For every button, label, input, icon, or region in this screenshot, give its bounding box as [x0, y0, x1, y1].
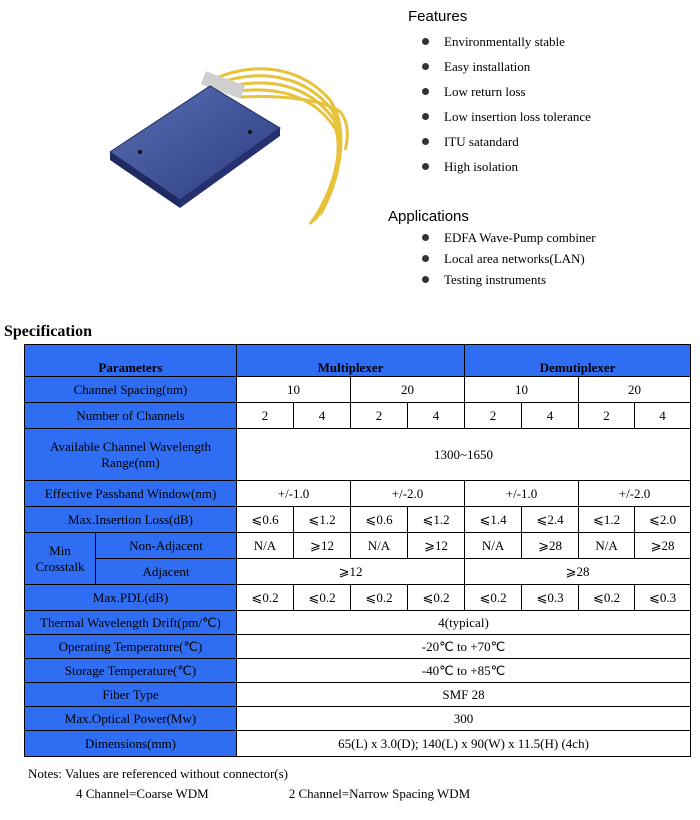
table-cell: 2 [465, 403, 522, 429]
table-cell: 4 [522, 403, 579, 429]
applications-list [420, 230, 596, 293]
row-label: Thermal Wavelength Drift(pm/℃) [25, 611, 237, 635]
table-row [25, 707, 691, 731]
features-list [420, 34, 591, 184]
table-cell: N/A [465, 533, 522, 559]
note-coarse: 4 Channel=Coarse WDM [76, 786, 209, 801]
table-cell: ⩽1.2 [294, 507, 351, 533]
list-item [420, 84, 591, 109]
table-cell: ⩽0.2 [237, 585, 294, 611]
bullet-icon [422, 255, 429, 262]
feature-text: Environmentally stable [444, 34, 565, 49]
header-demultiplexer: Demutiplexer [465, 345, 691, 377]
table-cell: +/-1.0 [465, 481, 579, 507]
table-row [25, 481, 691, 507]
table-cell: ⩽1.2 [408, 507, 465, 533]
table-cell: 1300~1650 [237, 429, 691, 481]
table-row [25, 611, 691, 635]
feature-text: ITU satandard [444, 134, 519, 149]
table-cell: 4(typical) [237, 611, 691, 635]
application-text: Local area networks(LAN) [444, 251, 585, 266]
table-cell: ⩽0.2 [294, 585, 351, 611]
specification-title: Specification [4, 323, 92, 340]
table-row [25, 559, 691, 585]
table-cell: ⩾12 [237, 559, 465, 585]
table-row [25, 731, 691, 757]
table-cell: ⩽1.4 [465, 507, 522, 533]
application-text: Testing instruments [444, 272, 547, 287]
applications-heading: Applications [388, 208, 469, 225]
bullet-icon [422, 234, 429, 241]
row-sublabel: Non-Adjacent [96, 533, 237, 559]
table-cell: ⩽0.6 [237, 507, 294, 533]
list-item [420, 159, 591, 184]
bullet-icon [422, 138, 429, 145]
table-cell: +/-2.0 [351, 481, 465, 507]
row-label: Max.PDL(dB) [25, 585, 237, 611]
table-row [25, 429, 691, 481]
table-cell: ⩽2.0 [635, 507, 691, 533]
table-cell: 4 [408, 403, 465, 429]
row-label: Channel Spacing(nm) [25, 377, 237, 403]
note-narrow: 2 Channel=Narrow Spacing WDM [288, 786, 471, 801]
table-cell: 2 [351, 403, 408, 429]
row-sublabel: Adjacent [96, 559, 237, 585]
bullet-icon [422, 88, 429, 95]
application-text: EDFA Wave-Pump combiner [444, 230, 596, 245]
table-cell: ⩾28 [465, 559, 691, 585]
table-cell: 4 [635, 403, 691, 429]
table-cell: N/A [237, 533, 294, 559]
bullet-icon [422, 113, 429, 120]
list-item [420, 59, 591, 84]
table-cell: ⩽1.2 [579, 507, 635, 533]
table-cell: ⩽0.2 [408, 585, 465, 611]
list-item [420, 134, 591, 159]
table-cell: SMF 28 [237, 683, 691, 707]
list-item [420, 230, 596, 251]
product-image [100, 40, 350, 230]
list-item [420, 34, 591, 59]
table-cell: ⩽0.2 [579, 585, 635, 611]
specification-table [24, 344, 691, 757]
header-parameters: Parameters [25, 345, 237, 377]
notes-line: Notes: Values are referenced without connector(s) [28, 766, 289, 781]
table-cell: 20 [579, 377, 691, 403]
list-item [420, 109, 591, 134]
table-cell: -40℃ to +85℃ [237, 659, 691, 683]
row-label: Available Channel Wavelength Range(nm) [25, 429, 237, 481]
list-item [420, 251, 596, 272]
feature-text: Low insertion loss tolerance [444, 109, 591, 124]
row-label: Number of Channels [25, 403, 237, 429]
notes-line [28, 784, 470, 804]
table-cell: ⩽2.4 [522, 507, 579, 533]
table-cell: ⩾28 [635, 533, 691, 559]
table-cell: +/-2.0 [579, 481, 691, 507]
table-cell: N/A [579, 533, 635, 559]
bullet-icon [422, 163, 429, 170]
table-row [25, 533, 691, 559]
table-cell: 10 [465, 377, 579, 403]
bullet-icon [422, 63, 429, 70]
table-cell: ⩽0.2 [465, 585, 522, 611]
table-cell: ⩽0.6 [351, 507, 408, 533]
table-cell: ⩾12 [408, 533, 465, 559]
table-cell: -20℃ to +70℃ [237, 635, 691, 659]
bullet-icon [422, 38, 429, 45]
row-label: Operating Temperature(℃) [25, 635, 237, 659]
table-cell: ⩾12 [294, 533, 351, 559]
feature-text: Easy installation [444, 59, 531, 74]
table-cell: 20 [351, 377, 465, 403]
feature-text: Low return loss [444, 84, 526, 99]
table-row [25, 683, 691, 707]
table-cell: +/-1.0 [237, 481, 351, 507]
table-cell: 4 [294, 403, 351, 429]
feature-text: High isolation [444, 159, 519, 174]
table-row [25, 345, 691, 377]
table-cell: ⩾28 [522, 533, 579, 559]
table-cell: 2 [237, 403, 294, 429]
list-item [420, 272, 596, 293]
row-label: Fiber Type [25, 683, 237, 707]
row-label: Min Crosstalk [25, 533, 96, 585]
table-cell: ⩽0.3 [522, 585, 579, 611]
table-row [25, 377, 691, 403]
row-label: Effective Passband Window(nm) [25, 481, 237, 507]
table-cell: 300 [237, 707, 691, 731]
table-cell: N/A [351, 533, 408, 559]
table-cell: 65(L) x 3.0(D); 140(L) x 90(W) x 11.5(H) (4ch) [237, 731, 691, 757]
row-label: Dimensions(mm) [25, 731, 237, 757]
table-row [25, 635, 691, 659]
features-heading: Features [408, 8, 468, 25]
header-multiplexer: Multiplexer [237, 345, 465, 377]
row-label: Storage Temperature(℃) [25, 659, 237, 683]
table-cell: 2 [579, 403, 635, 429]
row-label: Max.Insertion Loss(dB) [25, 507, 237, 533]
table-row [25, 507, 691, 533]
table-cell: ⩽0.2 [351, 585, 408, 611]
table-row [25, 659, 691, 683]
table-row [25, 403, 691, 429]
row-label: Max.Optical Power(Mw) [25, 707, 237, 731]
table-row [25, 585, 691, 611]
table-cell: ⩽0.3 [635, 585, 691, 611]
notes [28, 764, 470, 804]
bullet-icon [422, 276, 429, 283]
table-cell: 10 [237, 377, 351, 403]
